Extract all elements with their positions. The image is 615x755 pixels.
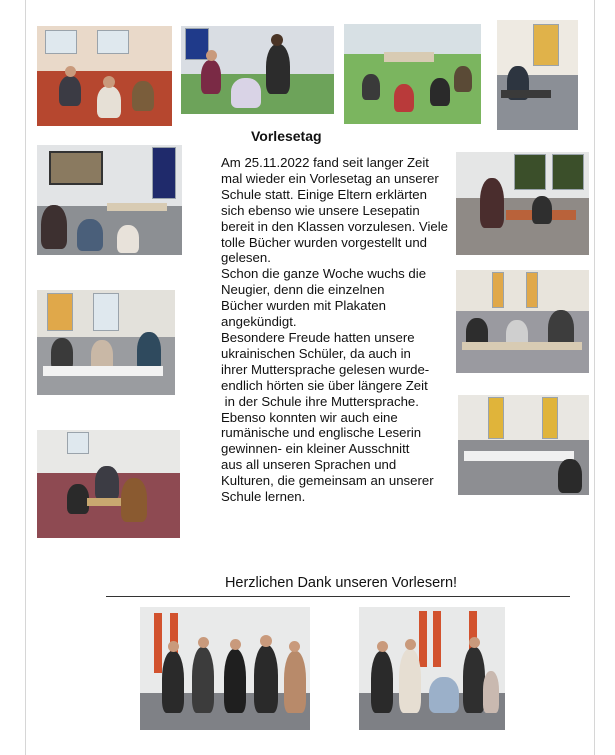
- photo-readers-group-right: [359, 607, 505, 730]
- article-line: Schon die ganze Woche wuchs die: [221, 266, 427, 282]
- article-line: ukrainischen Schüler, da auch in: [221, 345, 411, 361]
- photo-reading-on-floor: [181, 26, 334, 114]
- article-line: Kulturen, die gemeinsam an unserer: [221, 473, 434, 489]
- article-line: aus all unseren Sprachen und: [221, 457, 397, 473]
- article-line: Neugier, denn die einzelnen: [221, 282, 385, 298]
- article-body: [221, 155, 476, 505]
- article-line: Ebenso konnten wir auch eine: [221, 409, 398, 425]
- photo-classroom-rows-right: [456, 270, 589, 373]
- article-line: mal wieder ein Vorlesetag an unserer: [221, 170, 439, 186]
- article-line: gewinnen- ein kleiner Ausschnitt: [221, 441, 410, 457]
- article-line: Am 25.11.2022 fand seit langer Zeit: [221, 155, 429, 170]
- article-line: bereit in den Klassen vorzulesen. Viele: [221, 218, 449, 234]
- newsletter-page: [25, 0, 595, 755]
- article-line: rumänische und englische Leserin: [221, 425, 422, 441]
- article-line: angekündigt.: [221, 314, 297, 330]
- photo-circle-on-green-floor: [344, 24, 481, 124]
- article-line: in der Schule ihre Muttersprache.: [221, 393, 419, 409]
- photo-classroom-table-group: [37, 290, 175, 395]
- photo-children-on-red-floor: [37, 430, 180, 538]
- article-line: Besondere Freude hatten unsere: [221, 329, 415, 345]
- photo-classroom-teacher-right: [456, 152, 589, 255]
- article-line: gelesen.: [221, 250, 271, 266]
- photo-readers-group-left: [140, 607, 310, 730]
- article-line: tolle Bücher wurden vorgestellt und: [221, 234, 427, 250]
- photo-classroom-children-seated: [37, 26, 172, 126]
- article-title: Vorlesetag: [251, 128, 322, 144]
- thanks-heading: Herzlichen Dank unseren Vorlesern!: [224, 575, 458, 591]
- photo-classroom-desks-top-right: [497, 20, 578, 130]
- article-line: sich ebenso wie unsere Lesepatin: [221, 202, 420, 218]
- article-line: Schule lernen.: [221, 489, 306, 505]
- article-line: ihrer Muttersprache gelesen wurde-: [221, 361, 430, 377]
- article-line: endlich hörten sie über längere Zeit: [221, 377, 428, 393]
- photo-classroom-yellow-curtains: [458, 395, 589, 495]
- divider: [106, 596, 570, 597]
- article-line: Bücher wurden mit Plakaten: [221, 298, 386, 314]
- article-line: Schule statt. Einige Eltern erklärten: [221, 186, 427, 202]
- photo-projector-classroom: [37, 145, 182, 255]
